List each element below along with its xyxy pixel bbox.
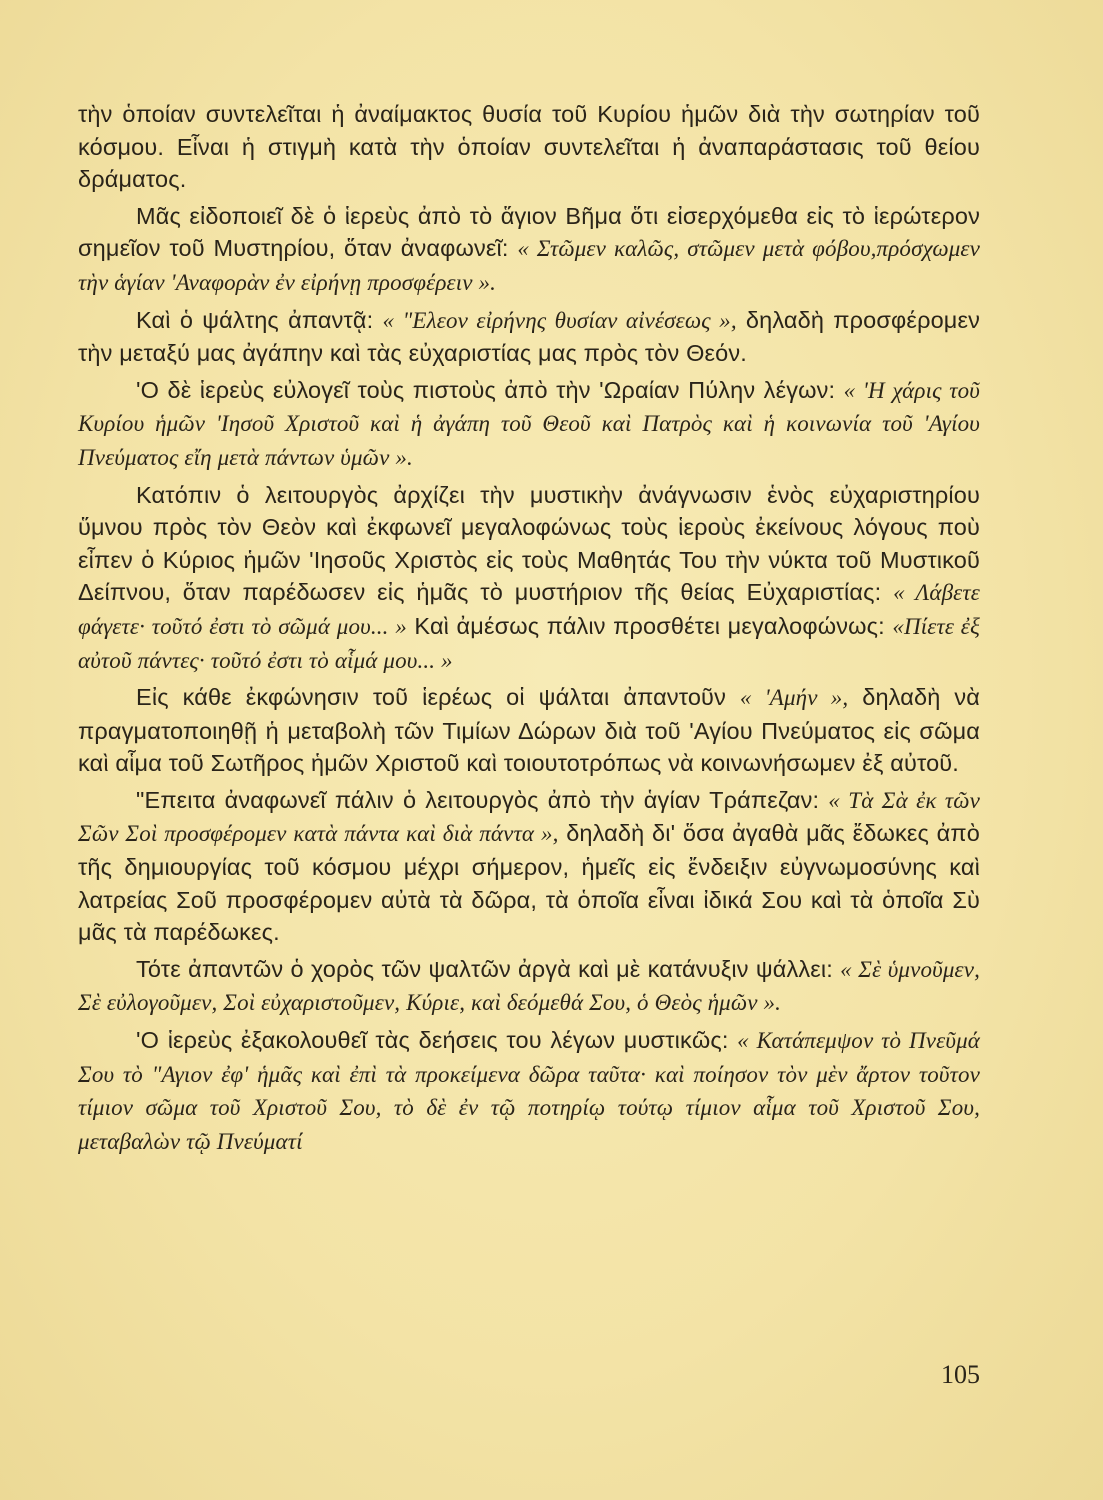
paragraph-4-text: 'Ο δὲ ἱερεὺς εὐλογεῖ τοὺς πιστοὺς ἀπὸ τὴν 'Ωραίαν Πύλην λέγων: [136, 376, 844, 403]
paragraph-3-quote: « "Ελεον εἰρήνης θυσίαν αἰνέσεως », [382, 307, 737, 333]
paragraph-9-quote: « Κατάπεμψον τὸ Πνεῦμά Σου τὸ "Αγιον ἐφ' ἡμᾶς καὶ ἐπὶ τὰ προκείμενα δῶρα ταῦτα· καὶ ποίησον τὸν μὲν ἄρτον τοῦτον τίμιον σῶμα τοῦ Χριστοῦ Σου, τὸ δὲ ἐν τῷ ποτηρίῳ τούτῳ τίμιον αἷμα τοῦ Χριστοῦ Σου, μεταβαλὼν τῷ Πνεύματί [78, 1028, 980, 1154]
page-number: 105 [941, 1360, 980, 1389]
paragraph-1-text: τὴν ὁποίαν συντελεῖται ἡ ἀναίμακτος θυσία τοῦ Κυρίου ἡμῶν διὰ τὴν σωτηρίαν τοῦ κόσμου. Εἶναι ἡ στιγμὴ κατὰ τὴν ὁποίαν συντελεῖται ἡ ἀναπαράστασις τοῦ θείου δράματος. [78, 101, 980, 193]
paragraph-5-text-2: Καὶ ἀμέσως πάλιν προσθέτει μεγαλοφώνως: [406, 612, 893, 639]
paragraph-2-quote: « Στῶμεν καλῶς, στῶμεν μετὰ φόβου,πρόσχωμεν τὴν ἁγίαν 'Αναφορὰν ἐν εἰρήνῃ προσφέρειν ». [78, 236, 980, 295]
paragraph-9-text: 'Ο ἱερεὺς ἐξακολουθεῖ τὰς δεήσεις του λέγων μυστικῶς: [136, 1027, 738, 1054]
paragraph-3-text: Καὶ ὁ ψάλτης ἀπαντᾷ: [136, 306, 383, 333]
body-text [78, 98, 980, 1162]
paragraph-5-text: Κατόπιν ὁ λειτουργὸς ἀρχίζει τὴν μυστικὴν ἀνάγνωσιν ἑνὸς εὐχαριστηρίου ὕμνου πρὸς τὸν Θεὸν καὶ ἐκφωνεῖ μεγαλοφώνως τοὺς ἱεροὺς ἐκείνους λόγους ποὺ εἶπεν ὁ Κύριος ἡμῶν 'Ιησοῦς Χριστὸς εἰς τοὺς Μαθητάς Του τὴν νύκτα τοῦ Μυστικοῦ Δείπνου, ὅταν παρέδωσεν εἰς ἡμᾶς τὸ μυστήριον τῆς θείας Εὐχαριστίας: [78, 481, 980, 606]
paragraph-3 [78, 304, 980, 370]
paragraph-9 [78, 1024, 980, 1158]
paragraph-5-quote-2: «Πίετε ἐξ αὐτοῦ πάντες· τοῦτό ἐστι τὸ αἷμά μου... » [78, 613, 980, 673]
paragraph-2-text: Μᾶς εἰδοποιεῖ δὲ ὁ ἱερεὺς ἀπὸ τὸ ἅγιον Βῆμα ὅτι εἰσερχόμεθα εἰς τὸ ἱερώτερον σημεῖον τοῦ Μυστηρίου, ὅταν ἀναφωνεῖ: [78, 202, 980, 262]
paragraph-8-quote: « Σὲ ὑμνοῦμεν, Σὲ εὐλογοῦμεν, Σοὶ εὐχαριστοῦμεν, Κύριε, καὶ δεόμεθά Σου, ὁ Θεὸς ἡμῶν ». [78, 956, 980, 1016]
paragraph-7 [78, 784, 980, 949]
paragraph-1 [78, 98, 980, 196]
paragraph-3-text-2: δηλαδὴ προσφέρομεν τὴν μεταξύ μας ἀγάπην καὶ τὰς εὐχαριστίας μας πρὸς τὸν Θεόν. [78, 306, 981, 367]
paragraph-2 [78, 200, 980, 300]
paragraph-7-quote: « Τὰ Σὰ ἐκ τῶν Σῶν Σοὶ προσφέρομεν κατὰ πάντα καὶ διὰ πάντα », [78, 787, 980, 847]
paragraph-8-text: Τότε ἀπαντῶν ὁ χορὸς τῶν ψαλτῶν ἀργὰ καὶ μὲ κατάνυξιν ψάλλει: [136, 955, 841, 982]
paragraph-4 [78, 374, 980, 475]
paragraph-7-text: "Επειτα ἀναφωνεῖ πάλιν ὁ λειτουργὸς ἀπὸ τὴν ἁγίαν Τράπεζαν: [136, 786, 829, 813]
paragraph-7-text-2: δηλαδὴ δι' ὅσα ἀγαθὰ μᾶς ἔδωκες ἀπὸ τῆς δημιουργίας τοῦ κόσμου μέχρι σήμερον, ἡμεῖς εἰς ἔνδειξιν εὐγνωμοσύνης καὶ λατρείας Σοῦ προσφέρομεν αὐτὰ τὰ δῶρα, τὰ ὁποῖα εἶναι ἰδικά Σου καὶ τὰ ὁποῖα Σὺ μᾶς τὰ παρέδωκες. [78, 820, 980, 946]
paragraph-5-quote: « Λάβετε φάγετε· τοῦτό ἐστι τὸ σῶμά μου... » [78, 580, 980, 639]
paragraph-8 [78, 953, 980, 1020]
paragraph-5 [78, 479, 980, 678]
paragraph-6-text: Εἰς κάθε ἐκφώνησιν τοῦ ἱερέως οἱ ψάλται ἀπαντοῦν [136, 684, 740, 711]
paragraph-4-quote: « 'Η χάρις τοῦ Κυρίου ἡμῶν 'Ιησοῦ Χριστοῦ καὶ ἡ ἀγάπη τοῦ Θεοῦ καὶ Πατρὸς καὶ ἡ κοινωνία τοῦ 'Αγίου Πνεύματος εἴη μετὰ πάντων ὑμῶν ». [78, 377, 980, 470]
paragraph-6 [78, 681, 980, 780]
paragraph-6-quote: « 'Αμήν », [739, 685, 849, 711]
paragraph-6-text-2: δηλαδὴ νὰ πραγματοποιηθῇ ἡ μεταβολὴ τῶν Τιμίων Δώρων διὰ τοῦ 'Αγίου Πνεύματος εἰς σῶμα καὶ αἷμα τοῦ Σωτῆρος ἡμῶν Χριστοῦ καὶ τοιουτοτρόπως νὰ κοινωνήσωμεν ἐξ αὐτοῦ. [78, 684, 980, 777]
